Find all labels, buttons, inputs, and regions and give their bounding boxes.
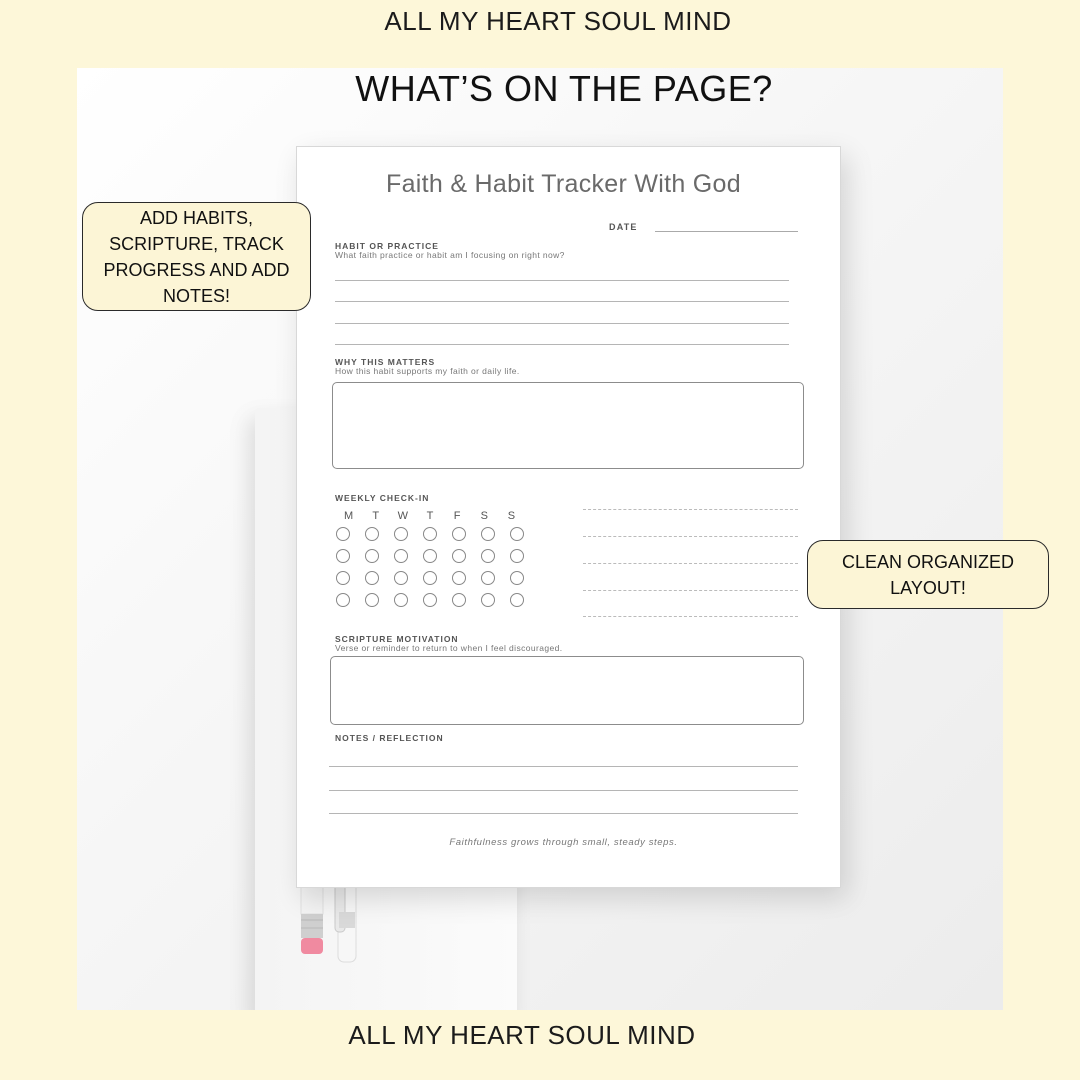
checkbox-circle[interactable]: [394, 571, 408, 585]
day-label: S: [480, 510, 488, 522]
notes-line: [329, 790, 798, 791]
notes-label: NOTES / REFLECTION: [335, 733, 444, 743]
checkbox-circle[interactable]: [481, 593, 495, 607]
day-label: S: [507, 510, 516, 522]
scripture-label: SCRIPTURE MOTIVATION: [335, 634, 459, 644]
weekly-note-line: [583, 590, 798, 591]
why-box: [332, 382, 804, 469]
habit-line: [335, 344, 789, 345]
weekday-headers: [335, 510, 525, 524]
layout-callout-text: CLEAN ORGANIZED LAYOUT!: [841, 551, 1015, 598]
checkbox-circle[interactable]: [452, 527, 466, 541]
checkbox-circle[interactable]: [336, 593, 350, 607]
checkbox-circle[interactable]: [394, 527, 408, 541]
why-subtitle: How this habit supports my faith or daily life.: [335, 366, 520, 376]
brand-header: ALL MY HEART SOUL MIND: [384, 6, 732, 36]
habit-label: HABIT OR PRACTICE: [335, 241, 439, 251]
checkbox-circle[interactable]: [365, 571, 379, 585]
checkbox-circle[interactable]: [510, 571, 524, 585]
day-label: M: [343, 510, 354, 522]
checkbox-circle[interactable]: [481, 527, 495, 541]
footer-quote: Faithfulness grows through small, steady steps.: [449, 837, 678, 848]
habit-line: [335, 301, 789, 302]
day-label: F: [453, 510, 461, 522]
features-callout: [82, 202, 311, 311]
day-label: T: [372, 510, 380, 522]
checkbox-circle[interactable]: [365, 549, 379, 563]
brand-footer: ALL MY HEART SOUL MIND: [348, 1020, 696, 1050]
scripture-subtitle: Verse or reminder to return to when I feel discouraged.: [335, 643, 563, 653]
habit-line: [335, 323, 789, 324]
features-callout-text: ADD HABITS, SCRIPTURE, TRACK PROGRESS AND ADD NOTES!: [103, 207, 290, 306]
checkbox-circle[interactable]: [423, 593, 437, 607]
checkbox-circle[interactable]: [423, 527, 437, 541]
weekly-note-line: [583, 509, 798, 510]
checkbox-circle[interactable]: [481, 549, 495, 563]
weekly-note-line: [583, 616, 798, 617]
worksheet-page: [296, 146, 841, 888]
weekly-label: WEEKLY CHECK-IN: [335, 493, 430, 503]
checkbox-circle[interactable]: [423, 571, 437, 585]
checkbox-circle[interactable]: [394, 549, 408, 563]
layout-callout: [807, 540, 1049, 609]
day-label: T: [426, 510, 434, 522]
checkbox-circle[interactable]: [394, 593, 408, 607]
checkbox-circle[interactable]: [481, 571, 495, 585]
scripture-box: [330, 656, 804, 725]
checkbox-circle[interactable]: [365, 593, 379, 607]
page-headline: WHAT’S ON THE PAGE?: [355, 68, 773, 109]
checkbox-circle[interactable]: [510, 527, 524, 541]
habit-subtitle: What faith practice or habit am I focusing on right now?: [335, 250, 565, 260]
habit-line: [335, 280, 789, 281]
checkbox-circle[interactable]: [510, 593, 524, 607]
weekly-note-line: [583, 563, 798, 564]
checkbox-circle[interactable]: [336, 527, 350, 541]
notes-line: [329, 813, 798, 814]
why-label: WHY THIS MATTERS: [335, 357, 436, 367]
notes-line: [329, 766, 798, 767]
date-line: [655, 231, 798, 232]
checkbox-circle[interactable]: [452, 571, 466, 585]
checkbox-circle[interactable]: [452, 549, 466, 563]
weekly-checkbox-grid: [335, 527, 535, 617]
checkbox-circle[interactable]: [510, 549, 524, 563]
checkbox-circle[interactable]: [336, 549, 350, 563]
checkbox-circle[interactable]: [336, 571, 350, 585]
checkbox-circle[interactable]: [452, 593, 466, 607]
day-label: W: [397, 510, 409, 522]
weekly-note-line: [583, 536, 798, 537]
checkbox-circle[interactable]: [365, 527, 379, 541]
checkbox-circle[interactable]: [423, 549, 437, 563]
worksheet-title: Faith & Habit Tracker With God: [386, 170, 741, 198]
date-label: DATE: [609, 222, 638, 232]
